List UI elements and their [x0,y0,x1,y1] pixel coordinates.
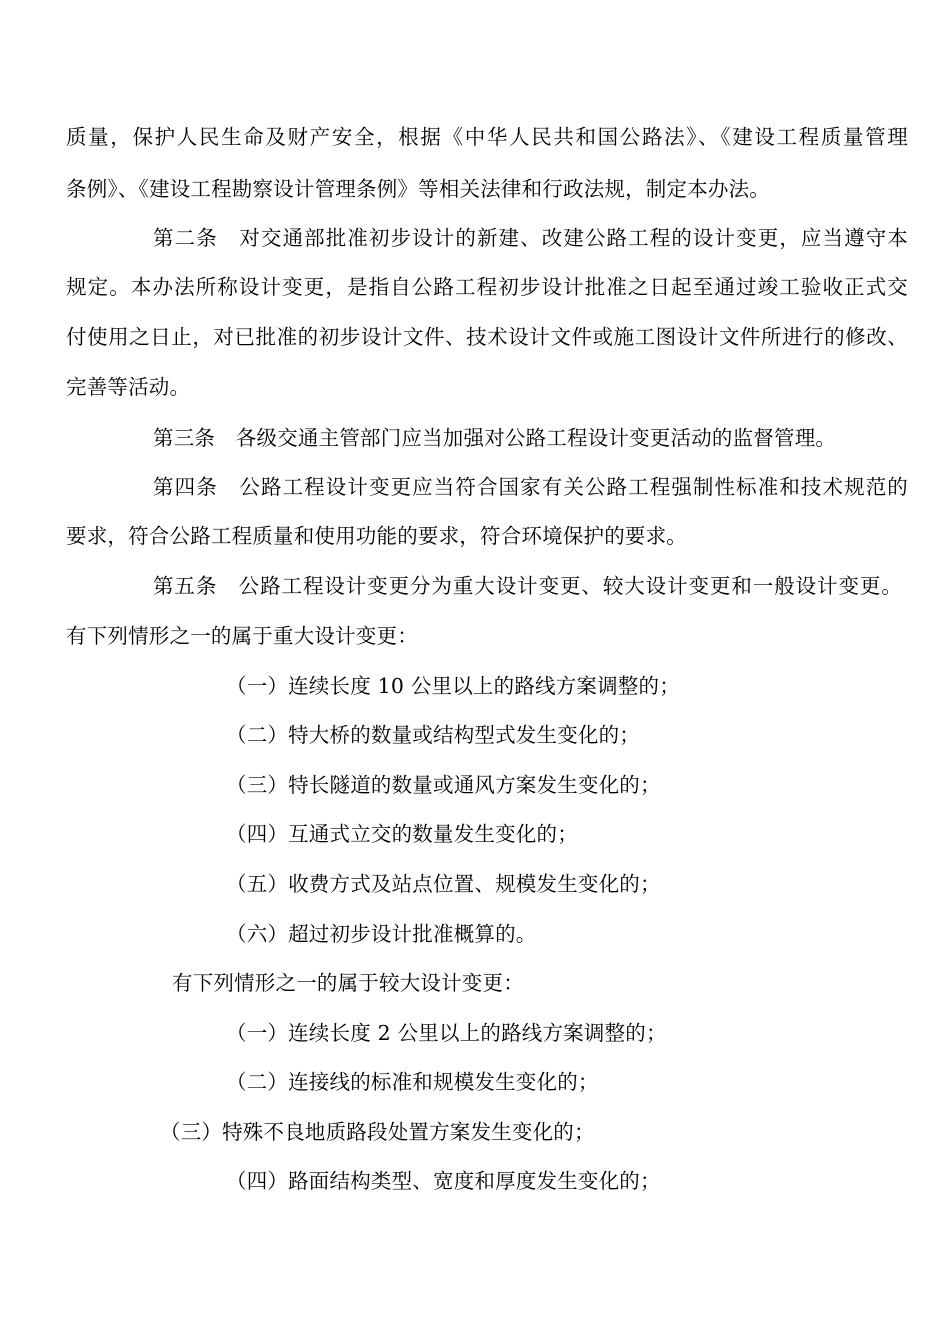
list-item: （四）路面结构类型、宽度和厚度发生变化的； [226,1169,661,1193]
article-2-heading-line: 第二条 对交通部批准初步设计的新建、改建公路工程的设计变更，应当遵守本 [153,226,908,250]
list-item: （一）连续长度 10 公里以上的路线方案调整的； [226,674,680,698]
list-item: （三）特长隧道的数量或通风方案发生变化的； [226,773,661,797]
article-4-heading-line: 第四条 公路工程设计变更应当符合国家有关公路工程强制性标准和技术规范的 [153,475,908,499]
list-item: （二）特大桥的数量或结构型式发生变化的； [226,723,640,747]
paragraph-line: 有下列情形之一的属于重大设计变更： [66,624,418,648]
list-item: （四）互通式立交的数量发生变化的； [226,822,578,846]
paragraph-line: 条例》、《建设工程勘察设计管理条例》等相关法律和行政法规，制定本办法。 [66,177,770,201]
paragraph-line: 完善等活动。 [66,375,191,399]
article-3-line: 第三条 各级交通主管部门应当加强对公路工程设计变更活动的监督管理。 [153,426,837,450]
list-item: （二）连接线的标准和规模发生变化的； [226,1070,599,1094]
paragraph-line: 要求，符合公路工程质量和使用功能的要求，符合环境保护的要求。 [66,524,687,548]
paragraph-line: 付使用之日止，对已批准的初步设计文件、技术设计文件或施工图设计文件所进行的修改、 [66,325,908,349]
article-5-heading-line: 第五条 公路工程设计变更分为重大设计变更、较大设计变更和一般设计变更。 [153,574,902,598]
paragraph-line: 质量，保护人民生命及财产安全，根据《中华人民共和国公路法》、《建设工程质量管理 [66,125,908,149]
list-item: （三）特殊不良地质路段处置方案发生变化的； [160,1120,595,1144]
list-item: （六）超过初步设计批准概算的。 [226,922,537,946]
list-item: （五）收费方式及站点位置、规模发生变化的； [226,872,661,896]
paragraph-line: 有下列情形之一的属于较大设计变更： [172,971,524,995]
list-item: （一）连续长度 2 公里以上的路线方案调整的； [226,1021,667,1045]
paragraph-line: 规定。本办法所称设计变更，是指自公路工程初步设计批准之日起至通过竣工验收正式交 [66,275,908,299]
